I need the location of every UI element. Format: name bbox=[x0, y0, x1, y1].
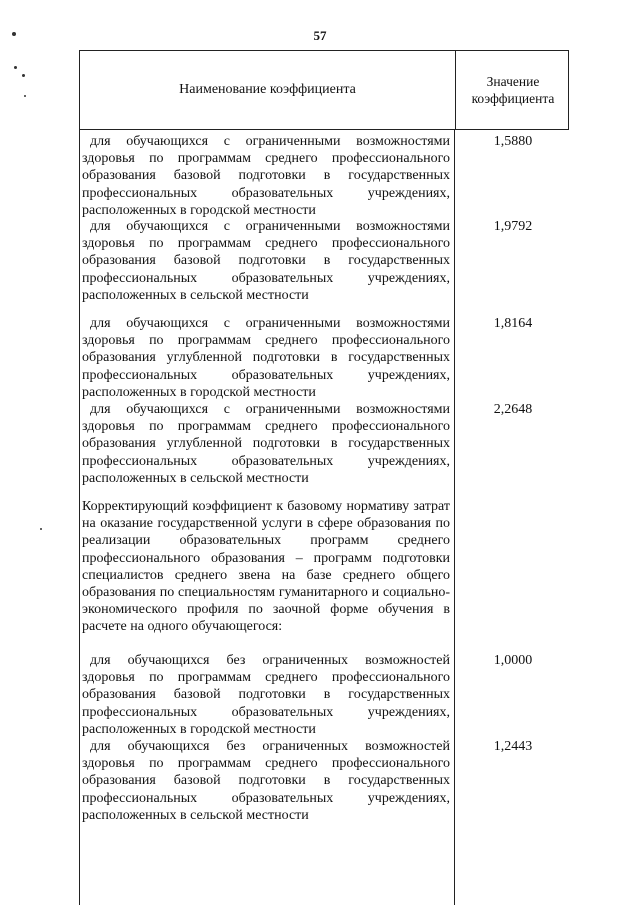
row-description: для обучающихся с ограниченными возможностями здоровья по программам среднего профессионального образования углубленной подготовки в государственных профессиональных образовательных учреждениях, расположенных в сельской местности bbox=[82, 402, 450, 486]
row-description: для обучающихся с ограниченными возможностями здоровья по программам среднего профессионального образования углубленной подготовки в государственных профессиональных образовательных учреждениях, расположенных в городской местности bbox=[82, 316, 450, 400]
scan-speck bbox=[40, 528, 42, 530]
row-description: для обучающихся с ограниченными возможностями здоровья по программам среднего профессионального образования базовой подготовки в государственных профессиональных образовательных учреждениях, расположенных в сельской местности bbox=[82, 219, 450, 303]
header-value-column bbox=[456, 51, 570, 129]
row-value: 1,5880 bbox=[493, 134, 533, 149]
row-value: 1,8164 bbox=[493, 316, 533, 331]
table-column-divider bbox=[454, 130, 455, 905]
scan-speck bbox=[14, 66, 17, 69]
row-value: 1,0000 bbox=[493, 653, 533, 668]
header-name-column: Наименование коэффициента bbox=[179, 82, 356, 97]
page-number: 57 bbox=[313, 28, 327, 43]
row-value: 2,2648 bbox=[493, 402, 533, 417]
scan-speck bbox=[24, 95, 26, 97]
table-left-border bbox=[79, 130, 80, 905]
row-value: 1,2443 bbox=[493, 739, 533, 754]
row-description: для обучающихся без ограниченных возможностей здоровья по программам среднего профессионального образования базовой подготовки в государственных профессиональных образовательных учреждениях, расположенных в городской местности bbox=[82, 653, 450, 737]
row-description: для обучающихся без ограниченных возможностей здоровья по программам среднего профессионального образования базовой подготовки в государственных профессиональных образовательных учреждениях, расположенных в сельской местности bbox=[82, 739, 450, 823]
header-value-line2: коэффициента bbox=[471, 91, 555, 106]
row-description: для обучающихся с ограниченными возможностями здоровья по программам среднего профессионального образования базовой подготовки в государственных профессиональных образовательных учреждениях, расположенных в городской местности bbox=[82, 134, 450, 218]
header-value-line1: Значение bbox=[486, 74, 540, 89]
table-header bbox=[79, 50, 569, 130]
row-description: Корректирующий коэффициент к базовому нормативу затрат на оказание государственной услуги в сфере образования по реализации образовательных программ среднего профессионального образования – программ подготовки специалистов среднего звена на базе среднего общего образования по специальностям гуманитарного и социально-экономического профиля по заочной форме обучения в расчете на одного обучающегося: bbox=[82, 499, 450, 635]
scan-speck bbox=[22, 74, 25, 77]
row-value: 1,9792 bbox=[493, 219, 533, 234]
